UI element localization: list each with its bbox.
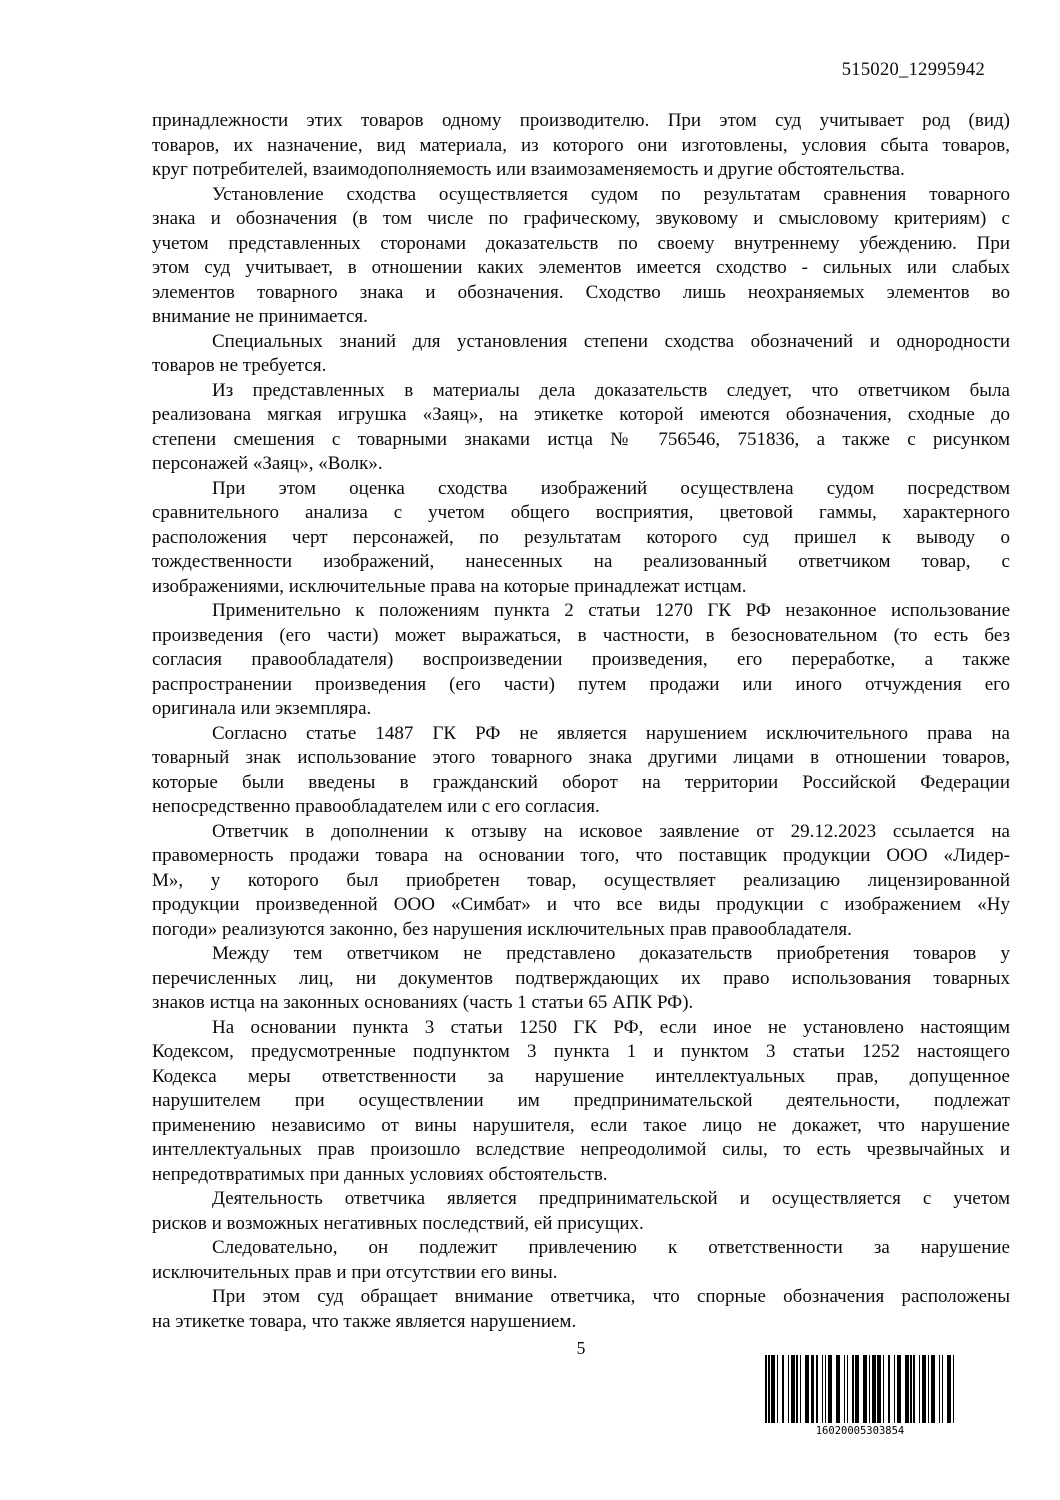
text-line: тождественности изображений, нанесенных на реализованный ответчиком товар, с (152, 551, 1010, 572)
text-line: принадлежности этих товаров одному производителю. При этом суд учитывает род (вид) (152, 110, 1010, 131)
text-line: элементов товарного знака и обозначения. Сходство лишь неохраняемых элементов во (152, 281, 1010, 303)
text-line: товаров, их назначение, вид материала, из которого они изготовлены, условия сбыта товаров, (152, 134, 1010, 156)
barcode-bars (765, 1355, 955, 1423)
text-line: правомерность продажи товара на основании того, что поставщик продукции ООО «Лидер- (152, 845, 1010, 866)
document-body (152, 109, 1010, 1334)
text-line: интеллектуальных прав произошло вследствие непреодолимой силы, то есть чрезвычайных и (152, 1139, 1010, 1160)
text-line: применению независимо от вины нарушителя, если такое лицо не докажет, что нарушение (152, 1114, 1010, 1136)
text-line: Следовательно, он подлежит привлечению к ответственности за нарушение (212, 1237, 1010, 1258)
text-line: согласия правообладателя) воспроизведении произведения, его переработке, а также (152, 649, 1010, 670)
text-line: круг потребителей, взаимодополняемость или взаимозаменяемость и другие обстоятельства. (152, 159, 905, 180)
text-line: товарный знак использование этого товарного знака другими лицами в отношении товаров, (152, 747, 1010, 768)
barcode-number: 16020005303854 (815, 1425, 905, 1437)
paragraph (152, 599, 1010, 722)
text-line: Ответчик в дополнении к отзыву на исковое заявление от 29.12.2023 ссылается на (212, 820, 1010, 842)
paragraph (152, 1187, 1010, 1236)
text-line: Применительно к положениям пункта 2 статьи 1270 ГК РФ незаконное использование (212, 600, 1010, 621)
paragraph (152, 820, 1010, 943)
document-id: 515020_12995942 (841, 60, 985, 80)
paragraph (152, 1285, 1010, 1334)
barcode (765, 1355, 955, 1437)
text-line: учетом представленных сторонами доказательств по своему внутреннему убеждению. При (152, 232, 1010, 254)
text-line: степени смешения с товарными знаками истца № 756546, 751836, а также с рисунком (152, 428, 1010, 450)
paragraph (152, 942, 1010, 1016)
text-line: При этом суд обращает внимание ответчика, что спорные обозначения расположены (212, 1286, 1010, 1307)
text-line: сравнительного анализа с учетом общего восприятия, цветовой гаммы, характерного (152, 502, 1010, 523)
text-line: М», у которого был приобретен товар, осуществляет реализацию лицензированной (152, 869, 1010, 891)
text-line: Деятельность ответчика является предпринимательской и осуществляется с учетом (212, 1188, 1010, 1209)
text-line: исключительных прав и при отсутствии его вины. (152, 1261, 558, 1283)
text-line: на этикетке товара, что также является нарушением. (152, 1310, 577, 1332)
page-number: 5 (576, 1338, 586, 1358)
paragraph (152, 722, 1010, 820)
text-line: Кодексом, предусмотренные подпунктом 3 пункта 1 и пунктом 3 статьи 1252 настоящего (152, 1041, 1010, 1062)
text-line: расположения черт персонажей, по результатам которого суд пришел к выводу о (152, 526, 1010, 548)
text-line: внимание не принимается. (152, 306, 368, 327)
text-line: произведения (его части) может выражаться, в частности, в безосновательном (то есть без (152, 624, 1010, 646)
paragraph (152, 1236, 1010, 1285)
paragraph (152, 109, 1010, 183)
text-line: перечисленных лиц, ни документов подтверждающих их право использования товарных (152, 967, 1010, 989)
text-line: Согласно статье 1487 ГК РФ не является нарушением исключительного права на (212, 722, 1010, 744)
text-line: персонажей «Заяц», «Волк». (152, 453, 383, 474)
text-line: этом суд учитывает, в отношении каких элементов имеется сходство - сильных или слабых (152, 257, 1010, 278)
text-line: изображениями, исключительные права на которые принадлежат истцам. (152, 575, 747, 597)
text-line: знака и обозначения (в том числе по графическому, звуковому и смысловому критериям) с (152, 208, 1010, 229)
paragraph (152, 183, 1010, 330)
text-line: Между тем ответчиком не представлено доказательств приобретения товаров у (212, 943, 1010, 964)
text-line: оригинала или экземпляра. (152, 698, 372, 719)
text-line: Специальных знаний для установления степени сходства обозначений и однородности (212, 330, 1010, 352)
text-line: погоди» реализуются законно, без нарушения исключительных прав правообладателя. (152, 918, 852, 940)
barcode-bar (953, 1355, 955, 1423)
text-line: нарушителем при осуществлении им предпринимательской деятельности, подлежат (152, 1090, 1010, 1111)
text-line: На основании пункта 3 статьи 1250 ГК РФ, если иное не установлено настоящим (212, 1016, 1010, 1038)
paragraph (152, 477, 1010, 600)
text-line: которые были введены в гражданский оборот на территории Российской Федерации (152, 771, 1010, 793)
text-line: товаров не требуется. (152, 355, 327, 376)
paragraph (152, 379, 1010, 477)
text-line: распространении произведения (его части) путем продажи или иного отчуждения его (152, 673, 1010, 695)
text-line: Установление сходства осуществляется судом по результатам сравнения товарного (212, 183, 1010, 205)
text-line: знаков истца на законных основаниях (часть 1 статьи 65 АПК РФ). (152, 992, 694, 1013)
text-line: реализована мягкая игрушка «Заяц», на этикетке которой имеются обозначения, сходные до (152, 404, 1010, 425)
paragraph (152, 1016, 1010, 1188)
text-line: непредотвратимых при данных условиях обстоятельств. (152, 1163, 608, 1185)
paragraph (152, 330, 1010, 379)
text-line: Из представленных в материалы дела доказательств следует, что ответчиком была (212, 379, 1010, 401)
text-line: Кодекса меры ответственности за нарушение интеллектуальных прав, допущенное (152, 1065, 1010, 1087)
text-line: непосредственно правообладателем или с его согласия. (152, 796, 600, 817)
text-line: рисков и возможных негативных последствий, ей присущих. (152, 1212, 644, 1234)
text-line: При этом оценка сходства изображений осуществлена судом посредством (212, 477, 1010, 499)
text-line: продукции произведенной ООО «Симбат» и что все виды продукции с изображением «Ну (152, 894, 1010, 915)
